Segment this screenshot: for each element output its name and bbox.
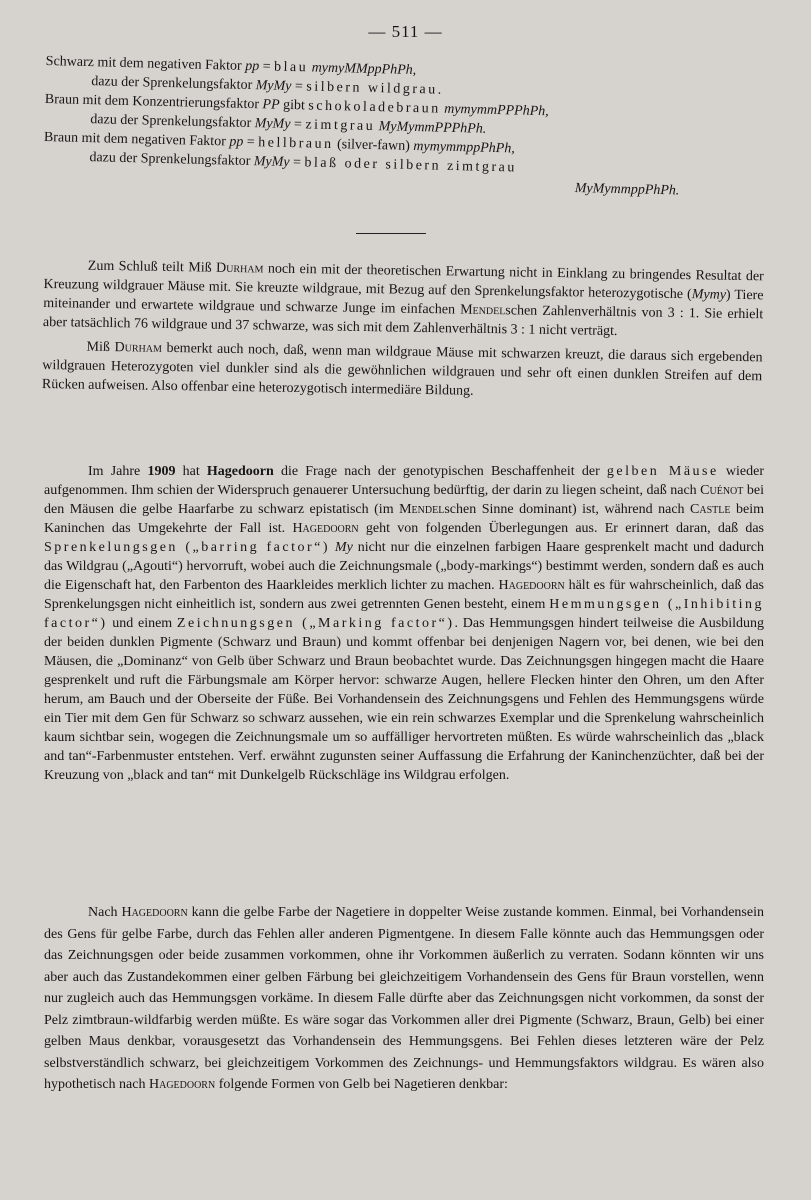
spaced-term: Zeichnungsgen („Marking factor“) [176, 616, 455, 631]
author-name: Mendel [399, 502, 445, 517]
genotype: mymymmppPhPh, [413, 139, 515, 157]
author-name: Cuénot [700, 483, 744, 498]
genotype: My [334, 540, 353, 555]
formula-text: dazu der Sprenkelungsfaktor [89, 150, 255, 170]
color-name: zimtgrau [305, 117, 376, 135]
page-number: — 511 — [368, 22, 443, 41]
author-name: Castle [690, 502, 731, 517]
genotype: MyMymmPPPhPh. [374, 119, 487, 137]
color-name: silbern wildgrau. [306, 79, 444, 98]
color-name: blau [273, 59, 309, 76]
spaced-term: Hemmungsgen („Inhibiting factor“) [44, 597, 764, 631]
author-name: Durham [114, 340, 163, 356]
formula-text: = [290, 116, 306, 133]
genotype: mymymmPPPhPh, [440, 101, 549, 120]
formula-symbol: pp [229, 134, 244, 150]
author-name: Hagedoorn [292, 521, 359, 536]
color-name: blaß oder silbern zimtgrau [304, 155, 517, 176]
formula-text: Schwarz mit dem negativen Faktor [45, 53, 246, 74]
formula-text: Braun mit dem negativen Faktor [43, 129, 230, 150]
author-name: Durham [215, 260, 264, 277]
genotype: MyMymmppPhPh. [574, 180, 680, 199]
formula-symbol: MyMy [254, 116, 291, 132]
author-name: Hagedoorn [206, 464, 274, 479]
formula-text: (silver-fawn) [333, 137, 414, 155]
paragraph-durham-heterozygotes: Miß Durham bemerkt auch noch, daß, wenn man wildgraue Mäuse mit schwarzen kreuzt, die daraus sich ergebenden wildgrauen Heterozygoten viel dunkler sind als die gewöhnlichen wildgrauen und sehr oft einen dunklen Streifen auf dem Rücken aufweisen. Also offenbar eine heterozygotisch intermediäre Bildung. [41, 339, 763, 399]
formula-text: = [243, 134, 259, 151]
paragraph-hagedoorn-yellow: Nach Hagedoorn kann die gelbe Farbe der Nagetiere in doppelter Weise zustande kommen. Einmal, bei Vorhandensein des Gens für gelbe Farbe, durch das Fehlen aller anderen Pigmentgene. In diesem Falle könnte auch das Hemmungsgen oder das Zeichnungsgen oder beide zusammen vorkommen, ohne ihr Vorkommen äußerlich zu verraten. Sodann könnten wir uns aber auch das Zustandekommen einer gelben Färbung bei gleichzeitigem Vorhandensein des Gens für Braun vorstellen, wenn nur zugleich auch das Hemmungsgen vorkäme. In diesem Falle dürfte aber das Zeichnungsgen nicht vorkommen, da sonst der Pelz zimtbraun-wildfarbig werden müßte. Es wäre sogar das Vorkommen aller drei Pigmente (Schwarz, Braun, Gelb) bei einer gelben Maus denkbar, vorausgesetzt das Vorhandensein des Hemmungsgens. Bei Fehlen dieses letzteren wäre der Pelz selbstverständlich schwarz, bei gleichzeitigem Vorkommen des Zeichnungs- und Hemmungsfaktors wildgrau. Es wären also hypothetisch nach Hagedoorn folgende Formen von Gelb bei Nagetieren denkbar: [44, 905, 764, 1092]
formula-text: = [258, 59, 275, 75]
section-divider [356, 233, 426, 234]
genotype-formula-block [43, 52, 766, 203]
paragraph-durham-result: Zum Schluß teilt Miß Durham noch ein mit der theoretischen Erwartung nicht in Einklang zu bringendes Resultat der Kreuzung wildgrauer Mäuse mit. Sie kreuzte wildgraue, mit Bezug auf den Sprenkelungsfaktor heterozygotische (Mymy) Tiere miteinander und erwartete wildgraue und schwarze Junge im einfachen Mendelschen Zahlenverhältnis von 3 : 1. Sie erhielt aber tatsächlich 76 wildgraue und 37 schwarze, was sich mit dem Zahlenverhältnis 3 : 1 nicht verträgt. [42, 258, 764, 340]
formula-text: = [291, 79, 307, 95]
paragraph-hagedoorn-1909: Im Jahre 1909 hat Hagedoorn die Frage nach der genotypischen Beschaffenheit der gelben Mäuse wieder aufgenommen. Ihm schien der Widerspruch genauerer Untersuchung bedürftig, der darin zu liegen scheint, daß nach Cuénot bei den Mäusen die gelbe Haarfarbe zu schwarz epistatisch (im Mendelschen Sinne dominant) ist, während nach Castle beim Kaninchen das Umgekehrte der Fall ist. Hagedoorn geht von folgenden Überlegungen aus. Er erinnert daran, daß das Sprenkelungsgen („barring factor“) My nicht nur die einzelnen farbigen Haare gesprenkelt macht und dadurch das Wildgrau („Agouti“) hervorruft, wobei auch die Zeichnungsmale („body-markings“) bestimmt werden, sondern daß es auch die Eigenschaft hat, den Farbenton des Haarkleides merklich lichter zu machen. Hagedoorn hält es für wahrscheinlich, daß das Sprenkelungsgen nicht einheitlich ist, sondern aus zwei getrennten Genen besteht, einem Hemmungsgen („Inhibiting factor“) und einem Zeichnungsgen („Marking factor“). Das Hemmungsgen hindert teilweise die Ausbildung der beiden dunklen Pigmente (Schwarz und Braun) und kommt offenbar bei denjenigen Nagern vor, bei denen, wie bei den Mäusen, die „Dominanz“ von Gelb über Schwarz und Braun beobachtet wurde. Das Zeichnungsgen hingegen macht die Haare gesprenkelt und ruft die Färbungsmale am Körper hervor: schwarze Augen, hellere Flecken hinter den Ohren, um den After herum, am Bauch und der Oberseite der Füße. Bei Vorhandensein des Zeichnungsgens und Fehlen des Hemmungsgens würde ein Tier mit dem Gen für Schwarz so schwarz aussehen, wie ein rein schwarzes Exemplar und die Sprenkelung wahrscheinlich kaum sichtbar sein, wogegen die Zeichnungsmale um so auffälliger hervortreten müßten. Es würde wahrscheinlich das „black and tan“-Farbenmuster entstehen. Verf. erwähnt zugunsten seiner Auffassung die Erfahrung der Kaninchenzüchter, daß bei der Kreuzung von „black and tan“ mit Dunkelgelb Rückschläge ins Wildgrau erfolgen. [44, 464, 765, 783]
year: 1909 [147, 464, 176, 479]
formula-symbol: PP [262, 97, 280, 113]
color-name: hellbraun [258, 135, 334, 153]
formula-text: Braun mit dem Konzentrierungsfaktor [44, 91, 263, 113]
formula-text: dazu der Sprenkelungsfaktor [91, 74, 256, 94]
author-name: Hagedoorn [498, 578, 565, 593]
spaced-term: Sprenkelungsgen („barring factor“) [44, 540, 331, 555]
text-block-2 [44, 462, 764, 790]
formula-symbol: pp [244, 58, 260, 75]
color-name: schokoladebraun [308, 98, 441, 117]
text-block-1 [42, 256, 764, 410]
formula-symbol: MyMy [255, 78, 292, 95]
text-block-3 [44, 902, 764, 1101]
author-name: Hagedoorn [121, 905, 188, 920]
formula-symbol: MyMy [253, 154, 290, 170]
author-name: Hagedoorn [148, 1077, 216, 1092]
formula-text: gibt [279, 97, 309, 114]
spaced-term: gelben Mäuse [606, 464, 719, 479]
genotype: mymyMMppPhPh, [307, 60, 417, 79]
author-name: Mendel [460, 302, 506, 319]
genotype: Mymy [691, 287, 727, 303]
formula-text: dazu der Sprenkelungsfaktor [90, 112, 255, 132]
formula-text: = [289, 154, 305, 171]
